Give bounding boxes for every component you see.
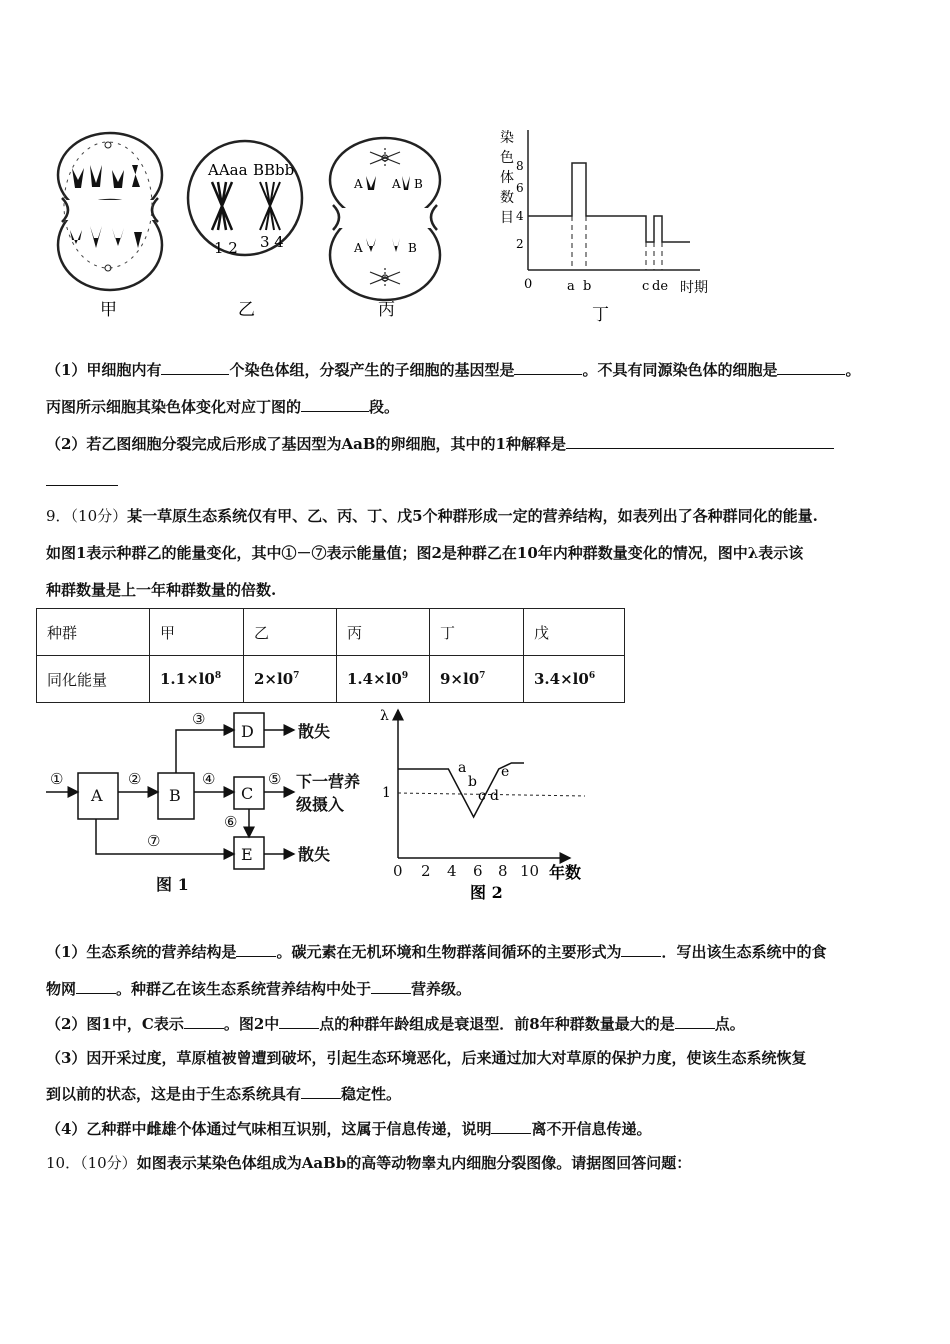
ding-ytick-4: 4 (516, 209, 524, 223)
energy-table (36, 608, 625, 703)
bing-gene-5: B (408, 241, 417, 255)
arrow-5-label: ⑤ (268, 770, 282, 788)
q8-1-text-b: 个染色体组，分裂产生的子细胞的基因型是 (229, 361, 515, 379)
fig2-point-e: e (501, 764, 510, 780)
q10-genotype: AaBb (301, 1154, 347, 1172)
q8-1-line1 (46, 359, 861, 381)
q9-number: 9． (46, 507, 71, 525)
q9-ans-text: 。碳元素在无机环境和生物群落间循环的主要形式为 (276, 943, 622, 961)
cell-bing (330, 138, 440, 320)
q9-ans-text: 。种群乙在该生态系统营养结构中处于 (116, 980, 372, 998)
answer-blank[interactable] (621, 942, 661, 957)
ding-ytick-6: 6 (516, 181, 524, 195)
q9-ans-text: 点的种群年龄组成是衰退型．前8年种群数量最大的是 (319, 1015, 675, 1033)
table-header-row (37, 609, 625, 656)
table-header-cell: 丁 (430, 609, 524, 656)
cell-jia (58, 133, 162, 320)
fig2-point-b: b (468, 774, 477, 790)
label-ding: 丁 (592, 305, 609, 325)
fig2-y-one: 1 (382, 785, 391, 801)
fig2-ylabel: λ (380, 708, 389, 724)
q9-ans-text: （4）乙种群中雌雄个体通过气味相互识别，这属于信息传递，说明 (46, 1120, 492, 1138)
answer-blank[interactable] (675, 1014, 715, 1029)
fig2-point-d: d (490, 788, 499, 804)
q8-1-text-c: 。不具有同源染色体的细胞是 (582, 361, 778, 379)
table-cell: $3.4\times l0^6$ (524, 656, 625, 703)
q8-2-genotype: AaB (341, 435, 376, 453)
arrow-6-label: ⑥ (224, 813, 238, 831)
q10-score: （10分） (80, 1154, 137, 1172)
answer-blank[interactable] (279, 1014, 319, 1029)
fig2-xtick: 2 (421, 862, 431, 880)
q9-ans-text: 稳定性。 (341, 1085, 402, 1103)
yi-genes-b: BBbb (253, 161, 295, 179)
answer-blank[interactable] (371, 979, 411, 994)
fig2-xtick: 8 (498, 862, 508, 880)
q8-2-text-b: 的卵细胞，其中的 (375, 435, 496, 453)
answer-blank[interactable] (236, 942, 276, 957)
next-level-label-1: 下一营养 (296, 772, 361, 791)
q10-text-b: 的高等动物睾丸内细胞分裂图像。请据图回答问题： (346, 1154, 692, 1172)
q9-ans-line5 (46, 1083, 401, 1105)
bing-gene-4: A (354, 241, 363, 255)
table-row-label: 同化能量 (37, 656, 150, 703)
q9-ans-text: 。图2中 (223, 1015, 280, 1033)
q8-1-text-a: （1）甲细胞内有 (46, 361, 162, 379)
q10-number: 10． (46, 1154, 81, 1172)
q9-line1 (46, 505, 818, 527)
q9-ans-text: 物网 (46, 980, 77, 998)
arrow-3-label: ③ (192, 710, 206, 728)
q8-2-line2 (46, 470, 118, 492)
q9-ans-text: （2）图1中，C表示 (46, 1015, 184, 1033)
q9-ans-text: 到以前的状态，这是由于生态系统具有 (46, 1085, 302, 1103)
q9-ans-text: ．写出该生态系统中的食 (661, 943, 827, 961)
q9-ans-line3 (46, 1013, 745, 1035)
q8-2-num: 1 (495, 435, 506, 453)
figures-1-2 (40, 700, 610, 910)
answer-blank[interactable] (566, 434, 834, 449)
ding-xtick-b: b (583, 279, 592, 294)
fig1-caption: 图 1 (156, 875, 189, 894)
q9-ans-text: 营养级。 (411, 980, 472, 998)
cell-yi (188, 141, 302, 320)
q9-ans-text: 点。 (714, 1015, 745, 1033)
q8-2-text-c: 种解释是 (505, 435, 566, 453)
table-header-cell: 丙 (337, 609, 430, 656)
yi-nums-b: 3 4 (260, 233, 284, 251)
q9-ans-text: （1）生态系统的营养结构是 (46, 943, 237, 961)
bing-gene-2: A (392, 177, 401, 191)
table-header-cell: 种群 (37, 609, 150, 656)
next-level-label-2: 级摄入 (296, 795, 345, 814)
yi-genes-a: AAaa (208, 161, 248, 179)
q9-ans-line4: （3）因开采过度，草原植被曾遭到破坏，引起生态环境恶化，后来通过加大对草原的保护力度，使该生态系统恢复 (46, 1049, 807, 1067)
answer-blank[interactable] (301, 1084, 341, 1099)
ding-xtick-de: de (652, 279, 669, 294)
q8-2-text-a: （2）若乙图细胞分裂完成后形成了基因型为 (46, 435, 342, 453)
fig2-xtick: 0 (393, 862, 403, 880)
table-header-cell: 戊 (524, 609, 625, 656)
q10-text-a: 如图表示某染色体组成为 (136, 1154, 302, 1172)
node-e: E (241, 845, 253, 864)
fig2-xtick: 10 (520, 862, 540, 880)
spindle-top (370, 148, 400, 168)
node-c: C (241, 784, 254, 803)
fig2-xtick: 4 (447, 862, 457, 880)
ding-ylabel-2: 色 (500, 150, 514, 166)
node-b: B (169, 786, 181, 805)
answer-blank[interactable] (46, 471, 118, 486)
dissipate-label-2: 散失 (298, 845, 331, 864)
q9-ans-line6 (46, 1118, 651, 1140)
ding-ylabel-4: 数 (500, 190, 514, 206)
fig2-caption: 图 2 (470, 883, 503, 902)
dissipate-label-1: 散失 (298, 722, 331, 741)
chromosomes-bottom (70, 224, 144, 248)
q8-1-text-e: 丙图所示细胞其染色体变化对应丁图的 (46, 398, 302, 416)
fig2-xtick: 6 (473, 862, 483, 880)
table-cell: $2\times l0^7$ (244, 656, 337, 703)
q10-line1 (46, 1152, 691, 1174)
ding-ytick-8: 8 (516, 159, 524, 173)
q8-1-text-f: 段。 (369, 398, 400, 416)
q8-2-line1 (46, 433, 834, 455)
fig2-xlabel: 年数 (549, 863, 582, 882)
answer-blank[interactable] (76, 979, 116, 994)
fig2-xticks (393, 862, 539, 880)
ding-ylabel-5: 目 (500, 210, 514, 226)
ding-ytick-2: 2 (516, 237, 524, 251)
answer-blank[interactable] (301, 397, 369, 412)
table-cell: $9\times l0^7$ (430, 656, 524, 703)
bing-gene-3: B (414, 177, 423, 191)
spindle-bottom (370, 268, 400, 288)
chromosomes-top (72, 165, 140, 188)
bing-gene-1: A (354, 177, 363, 191)
answer-blank[interactable] (514, 360, 582, 375)
ding-xlabel: 时期 (680, 280, 708, 296)
q9-ans-line1 (46, 941, 826, 963)
q9-ans-text: 离不开信息传递。 (531, 1120, 652, 1138)
q9-line2: 如图1表示种群乙的能量变化，其中①－⑦表示能量值；图2是种群乙在10年内种群数量变化的情况，图中λ表示该 (46, 544, 804, 562)
table-row (37, 656, 625, 703)
fig2-point-c: c (478, 788, 486, 804)
figure-1-labels (50, 710, 360, 894)
q8-1-line2 (46, 396, 399, 418)
table-cell: $1.4\times l0^9$ (337, 656, 430, 703)
q9-score: （10分） (70, 507, 128, 525)
q8-1-text-d: 。 (845, 361, 861, 379)
ding-xtick-c: c (642, 279, 650, 294)
arrow-4-label: ④ (202, 770, 216, 788)
ding-xtick-a: a (567, 279, 575, 294)
ding-ylabel-3: 体 (500, 170, 514, 186)
arrow-7-label: ⑦ (147, 832, 161, 850)
q9-ans-line2 (46, 978, 471, 1000)
fig2-point-a: a (458, 760, 467, 776)
table-header-cell: 甲 (150, 609, 244, 656)
yi-nums-a: 1 2 (214, 239, 238, 257)
q9-text-1: 某一草原生态系统仅有甲、乙、丙、丁、戊5个种群形成一定的营养结构，如表列出了各种群同化的能量. (127, 507, 818, 525)
ding-ytick-0: 0 (524, 277, 533, 292)
cell-figures (40, 120, 740, 335)
answer-blank[interactable] (161, 360, 229, 375)
node-a: A (91, 786, 103, 805)
table-cell: $1.1\times l0^8$ (150, 656, 244, 703)
label-yi: 乙 (238, 300, 255, 320)
figure-2 (380, 708, 585, 902)
label-bing: 丙 (378, 300, 395, 320)
answer-blank[interactable] (184, 1014, 224, 1029)
answer-blank[interactable] (491, 1119, 531, 1134)
q9-line3: 种群数量是上一年种群数量的倍数. (46, 581, 277, 599)
label-jia: 甲 (100, 300, 117, 320)
arrow-2-label: ② (128, 770, 142, 788)
answer-blank[interactable] (777, 360, 845, 375)
table-header-cell: 乙 (244, 609, 337, 656)
chart-ding (500, 129, 708, 325)
node-d: D (241, 722, 254, 741)
arrow-1-label: ① (50, 770, 64, 788)
ding-ylabel-1: 染 (500, 130, 514, 146)
